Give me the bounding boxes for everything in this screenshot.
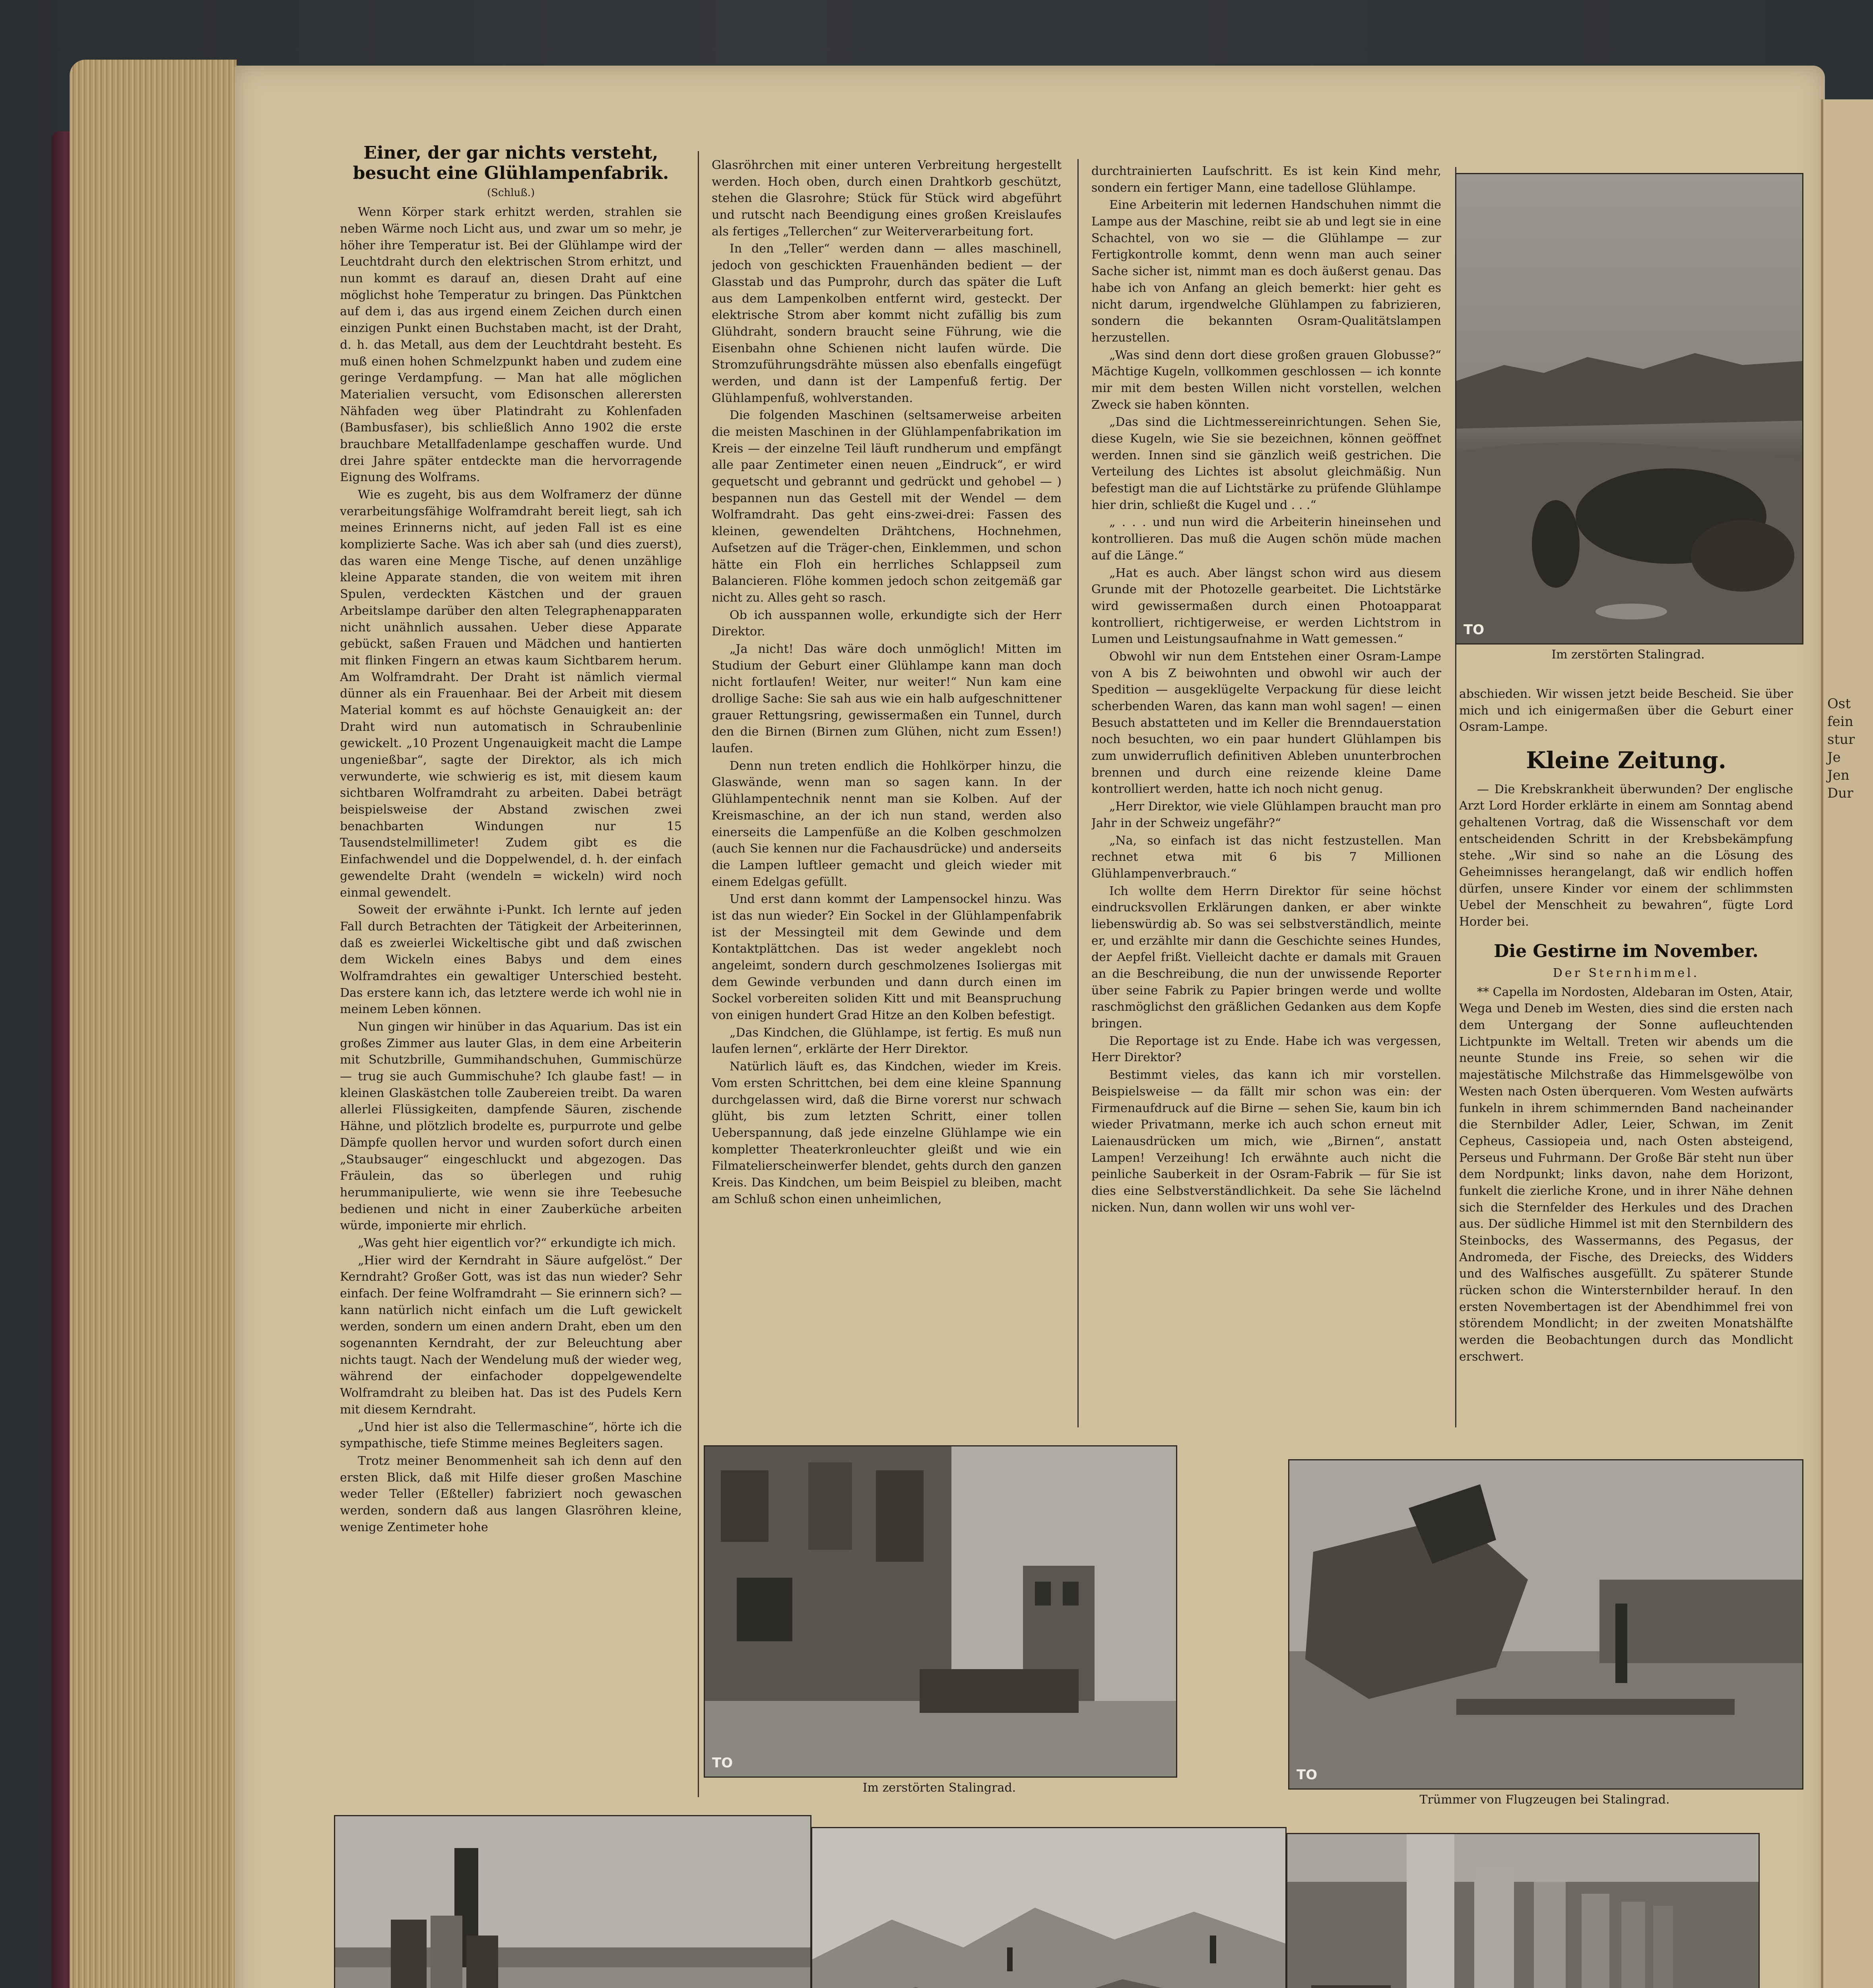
column-rule (1077, 159, 1079, 1427)
paragraph: „Und hier ist also die Tellermaschine“, hörte ich die sympathische, tiefe Stimme meines Begleiters sagen. (340, 1420, 682, 1451)
paragraph: Bestimmt vieles, das kann ich mir vorstellen. Beispielsweise — da fällt mir schon was ein: der Firmenaufdruck auf die Birne — sehen Sie, kaum bin ich wieder Privatmann, merke ich auch schon erneut mit Laienausdrücken um mich, wie „Birnen“, anstatt Lampen! Verzeihung! Ich erwähnte auch nicht die peinliche Sauberkeit in der Osram-Fabrik — für Sie ist dies eine Selbstverständlichkeit. Da sehe Sie lächelnd nicken. Nun, dann wollen wir uns wohl ver- (1091, 1068, 1441, 1215)
paragraph: „Was geht hier eigentlich vor?“ erkundigte ich mich. (358, 1236, 676, 1250)
paragraph: Obwohl wir nun dem Entstehen einer Osram-Lampe von A bis Z beiwohnten und obwohl wir auch der Spedition — ausgeklügelte Verpackung für diese leicht scherbenden Waren, das kann man wohl sagen! — einen Besuch abstatteten und im Keller die Brenndauerstation noch besuchten, wo ein paar hundert Glühlampen bis zum unwiderruflich definitiven Ableben ununterbrochen brennen und durch eine reizende kleine Dame kontrolliert werden, hatte ich noch nicht genug. (1091, 649, 1441, 796)
next-page-fragment: Je (1827, 749, 1841, 765)
next-page-fragment: Dur (1827, 785, 1854, 801)
paragraph: Wie es zugeht, bis aus dem Wolframerz der dünne verarbeitungsfähige Wolframdraht bereit liegt, sah ich meines Erinnerns nicht, auf jeden Fall ist es eine komplizierte Sache. Was ich aber sah (und dies zuerst), das waren eine Menge Tische, auf denen unzählige kleine Apparate standen, die von weitem mit ihren Spulen, verdeckten Kästchen und der grauen Arbeitslampe darüber den alten Telegraphenapparaten nicht unähnlich aussahen. Ueber diese Apparate gebückt, saßen Frauen und Mädchen und hantierten mit flinken Fingern an etwas kaum Sichtbarem herum. Am Wolframdraht. Der Draht ist nämlich viermal dünner als ein Frauenhaar. Bei der Arbeit mit diesem Material kommt es auf höchste Genauigkeit an: der Draht wird nun automatisch in Schraubenlinie gewickelt. „10 Prozent Ungenauigkeit macht die Lampe ungenießbar“, sagte der Direktor, als ich mich verwunderte, wie schwierig es ist, mit diesem kaum sichtbaren Wolframdraht zu arbeiten. Dabei beträgt beispielsweise der Abstand zwischen zwei benachbarten Windungen nur 15 Tausendstelmillimeter! Zudem gibt es die Einfachwendel und die Doppelwendel, d. h. der einfach gewendelte Draht (wendeln = wickeln) wird noch einmal gewendelt. (340, 488, 682, 900)
photo-caption: Im zerstörten Stalingrad. (862, 1781, 1016, 1795)
next-page-fragment: fein (1827, 714, 1854, 730)
photo-stalingrad-ruins-1 (1455, 173, 1803, 645)
photo-aircraft-wreckage (1288, 1459, 1803, 1790)
article-column-3 (1091, 163, 1441, 1427)
paragraph: „Was sind denn dort diese großen grauen Globusse?“ Mächtige Kugeln, vollkommen geschlossen — ich konnte mir mit dem besten Willen nicht vorstellen, welchen Zweck sie haben könnten. (1091, 348, 1441, 412)
paragraph: Die folgenden Maschinen (seltsamerweise arbeiten die meisten Maschinen in der Glühlampenfabrikation im Kreis — der einzelne Teil läuft rundherum und empfängt alle paar Zentimeter einen neuen „Eindruck“, er wird gequetscht und gebrannt und gedrückt und gehobel — ) bespannen nun das Gestell mit der Wendel — dem Wolframdraht. Das geht eins-zwei-drei: Fassen des kleinen, gewendelten Drähtchens, Hochnehmen, Aufsetzen auf die Träger-chen, Einklemmen, und schon hätte ein Floh ein herrliches Schlappseil zum Balancieren. Flöhe kommen jedoch schon zeitgemäß gar nicht zu. Alles geht so rasch. (712, 408, 1062, 605)
photo-stalingrad-ruins-2 (704, 1445, 1177, 1778)
section-title-gestirne: Die Gestirne im November. (1494, 941, 1758, 961)
paragraph: „Das Kindchen, die Glühlampe, ist fertig. Es muß nun laufen lernen“, erklärte der Herr Direktor. (712, 1025, 1062, 1056)
next-page-edge (1821, 99, 1873, 1988)
agency-mark: TO (1463, 622, 1485, 638)
paragraph: In den „Teller“ werden dann — alles maschinell, jedoch von geschickten Frauenhänden bedient — der Glasstab und das Pumprohr, durch das später die Luft aus dem Lampenkolben entfernt wird, gesteckt. Der elektrische Strom aber kommt nicht zufällig bis zum Glühdraht, sondern braucht seine Führung, wie die Eisenbahn ohne Schienen nicht laufen würde. Die Stromzuführungsdrähte müssen also ebenfalls eingefügt werden, und dann ist der Lampenfuß fertig. Der Glühlampenfuß, wohlverstanden. (712, 242, 1062, 405)
agency-mark: TO (712, 1755, 733, 1771)
paragraph: ** Capella im Nordosten, Aldebaran im Osten, Atair, Wega und Deneb im Westen, dies sind die ersten nach dem Untergang der Sonne aufleuchtenden Lichtpunkte im Weltall. Treten wir abends um die neunte Stunde ins Freie, so sehen wir die majestätische Milchstraße das Himmelsgewölbe von Westen nach Osten überqueren. Vom Westen aufwärts funkeln in ihrem schimmernden Band nacheinander die Sternbilder Adler, Leier, Schwan, im Zenit Cepheus, Cassiopeia und, nach Osten absteigend, Perseus und Fuhrmann. Der Große Bär steht nun über dem Nordpunkt; links davon, nahe dem Horizont, funkelt die zierliche Krone, und in ihrer Nähe dehnen sich die Sternfelder des Herkules und des Drachen aus. Der südliche Himmel ist mit den Sternbildern des Steinbocks, des Wassermanns, des Pegasus, der Andromeda, der Fische, des Dreiecks, des Widders und des Walfisches ausgefüllt. Zu späterer Stunde rücken schon die Wintersternbilder herauf. In den ersten Novembertagen ist der Abendhimmel frei von störendem Mondlicht; in der zweiten Monatshälfte werden die Beobachtungen durch das Mondlicht erschwert. (1459, 985, 1793, 1364)
paragraph: „Hat es auch. Aber längst schon wird aus diesem Grunde mit der Photozelle gearbeitet. Die Lichtstärke wird gewissermaßen durch einen Photoapparat kontrolliert, richtigerweise, er werden Lichtstrom in Lumen und Leistungsaufnahme in Watt gemessen.“ (1091, 566, 1441, 646)
paragraph: Ob ich ausspannen wolle, erkundigte sich der Herr Direktor. (712, 608, 1062, 639)
photo-elbrus-mule-column (811, 1827, 1287, 1988)
photo-azov-harbor (334, 1815, 811, 1988)
paragraph: abschieden. Wir wissen jetzt beide Bescheid. Sie über mich und ich einigermaßen über die Geburt einer Osram-Lampe. (1459, 687, 1793, 734)
paragraph: Trotz meiner Benommenheit sah ich denn auf den ersten Blick, daß mit Hilfe dieser großen Maschine weder Teller (Eßteller) fabriziert noch gewaschen werden, sondern daß aus langen Glasröhren kleine, wenige Zentimeter hohe (340, 1454, 682, 1534)
article-column-1 (340, 143, 682, 1799)
paragraph: Nun gingen wir hinüber in das Aquarium. Das ist ein großes Zimmer aus lauter Glas, in dem eine Arbeiterin mit Schutzbrille, Gummihandschuhen, Gummischürze — trug sie auch Gummischuhe? Ich glaube fast! — in kleinen Glaskästchen tolle Zaubereien treibt. Da waren allerlei Flüssigkeiten, dampfende Säuren, zischende Hähne, und plötzlich brodelte es, purpurrote und gelbe Dämpfe quollen hervor und wurden sofort durch einen „Staubsauger“ eingeschluckt und abgezogen. Das Fräulein, das so überlegen und ruhig herummanipulierte, wie wenn sie ihre Teebesuche bedienen und nicht in einer Zauberküche arbeiten würde, imponierte mir ehrlich. (340, 1020, 682, 1233)
book-page-edges (70, 60, 237, 1988)
section-title-kleine-zeitung: Kleine Zeitung. (1526, 747, 1726, 774)
paragraph: „Das sind die Lichtmessereinrichtungen. Sehen Sie, diese Kugeln, wie Sie sie bezeichnen, können geöffnet werden. Innen sind sie gänzlich weiß gestrichen. Die Verteilung des Lichtes ist absolut gleichmäßig. Nun befestigt man die auf Lichtstärke zu prüfende Glühlampe hier drin, schließt die Kugel und . . .“ (1091, 415, 1441, 512)
paragraph: Natürlich läuft es, das Kindchen, wieder im Kreis. Vom ersten Schrittchen, bei dem eine kleine Spannung durchgelassen wird, daß die Birne vorerst nur schwach glüht, bis zum letzten Schritt, einer tollen Ueberspannung, daß jede einzelne Glühlampe wie ein kompletter Theaterkronleuchter gleißt und wie ein Filmatelierscheinwerfer blendet, gehts durch den ganzen Kreis. Das Kindchen, um beim Beispiel zu bleiben, macht am Schluß schon einen unheimlichen, (712, 1060, 1062, 1206)
paragraph: Glasröhrchen mit einer unteren Verbreitung hergestellt werden. Hoch oben, durch einen Drahtkorb geschützt, stehen die Glasrohre; Stück für Stück wird abgeführt und rutscht nach Beendigung eines großen Kreislaufes als fertiges „Tellerchen“ zur Weiterverarbeitung fort. (712, 158, 1062, 239)
paragraph: — Die Krebskrankheit überwunden? Der englische Arzt Lord Horder erklärte in einem am Sonntag abend gehaltenen Vortrag, daß die Wissenschaft vor dem entscheidenden Schritt in der Krebsbekämpfung stehe. „Wir sind so nahe an die Lösung des Geheimnisses herangelangt, daß wir endlich hoffen dürfen, unsere Kinder vor einem der schlimmsten Uebel der Menschheit zu bewahren“, fügte Lord Horder bei. (1459, 782, 1793, 929)
paragraph: „Ja nicht! Das wäre doch unmöglich! Mitten im Studium der Geburt einer Glühlampe kann man doch nicht fortlaufen! Weiter, nur weiter!“ Nun kam eine drollige Sache: Sie sah aus wie ein halb aufgeschnittener grauer Rettungsring, gewissermaßen ein Tunnel, durch den die Birnen (Birnen zum Glühen, nicht zum Essen!) laufen. (712, 642, 1062, 756)
article-subtitle: (Schluß.) (487, 187, 535, 199)
section-subtitle: Der Sternhimmel. (1553, 966, 1700, 980)
agency-mark: TO (1297, 1767, 1318, 1783)
paragraph: Wenn Körper stark erhitzt werden, strahlen sie neben Wärme noch Licht aus, und zwar um so mehr, je höher ihre Temperatur ist. Bei der Glühlampe wird der Leuchtdraht durch den elektrischen Strom erhitzt, und nun kommt es darauf an, diesen Draht auf eine möglichst hohe Temperatur zu bringen. Das Pünktchen auf dem i, das aus irgend einem Zeichen durch einen einzigen Punkt einen Buchstaben macht, ist der Draht, d. h. das Metall, aus dem der Leuchtdraht besteht. Es muß einen hohen Schmelzpunkt haben und zudem eine geringe Verdampfung. — Man hat alle möglichen Materialien versucht, vom Edisonschen allerersten Nähfaden weg über Platindraht zu Kohlenfaden (Bambusfaser), bis schließlich Anno 1902 die erste brauchbare Metallfadenlampe geschaffen wurde. Und drei Jahre später entdeckte man die hervorragende Eignung des Wolframs. (340, 205, 682, 485)
paragraph: Eine Arbeiterin mit ledernen Handschuhen nimmt die Lampe aus der Maschine, reibt sie ab und legt sie in eine Schachtel, von wo sie — die Glühlampe — zur Fertigkontrolle kommt, denn wenn man auch seiner Sache sicher ist, nimmt man es doch äußerst genau. Das habe ich von Anfang an gleich bemerkt: hier geht es nicht darum, irgendwelche Glühlampen zu fabrizieren, sondern die bekannten Osram-Qualitätslampen herzustellen. (1091, 198, 1441, 345)
next-page-fragment: Ost (1827, 696, 1851, 712)
paragraph: Und erst dann kommt der Lampensockel hinzu. Was ist das nun wieder? Ein Sockel in der Glühlampenfabrik ist der Messingteil mit dem Gewinde und dem Kontaktplättchen. Das ist weder angeklebt noch angeleimt, sondern durch geschmolzenes Isoliergas mit dem Gewinde verbunden und dann durch einen im Sockel vorbereiten soliden Kitt und mit Beanspruchung von einigen hundert Grad Hitze an den Kolben befestigt. (712, 892, 1062, 1023)
paragraph: „ . . . und nun wird die Arbeiterin hineinsehen und kontrollieren. Das muß die Augen schön müde machen auf die Länge.“ (1091, 515, 1441, 563)
paragraph: Ich wollte dem Herrn Direktor für seine höchst eindrucksvollen Erklärungen danken, er aber winkte liebenswürdig ab. So was sei selbstverständlich, meinte er, und erzählte mir dann die Geschichte seines Hundes, der Aepfel frißt. Vielleicht dachte er damals mit Grauen an die Beschreibung, die nun der unwissende Reporter über seine Fabrik zu Papier bringen werde und wollte raschmöglichst den gräßlichen Gedanken aus dem Kopfe bringen. (1091, 884, 1441, 1031)
article-column-4 (1459, 686, 1793, 1441)
paragraph: „Na, so einfach ist das nicht festzustellen. Man rechnet etwa mit 6 bis 7 Millionen Glühlampenverbrauch.“ (1091, 833, 1441, 881)
photo-caption: Trümmer von Flugzeugen bei Stalingrad. (1419, 1793, 1670, 1807)
next-page-fragment: Jen (1827, 767, 1850, 783)
paragraph: „Herr Direktor, wie viele Glühlampen braucht man pro Jahr in der Schweiz ungefähr?“ (1091, 800, 1441, 830)
column-rule (698, 151, 699, 1797)
paragraph: Denn nun treten endlich die Hohlkörper hinzu, die Glaswände, wenn man so sagen kann. In der Glühlampentechnik nennt man sie Kolben. Auf der Kreismaschine, an der ich nun stand, werden also einerseits die Lampenfüße an die Kolben geschmolzen (auch Sie kennen nur die Fachausdrücke) und anderseits die Lampen luftleer gemacht und gleich wieder mit einem Edelgas gefüllt. (712, 759, 1062, 889)
paragraph: Soweit der erwähnte i-Punkt. Ich lernte auf jeden Fall durch Betrachten der Tätigkeit der Arbeiterinnen, daß es zweierlei Wickeltische gibt und daß zwischen dem Wickeln eines Babys und dem eines Wolframdrahtes ein gewaltiger Unterschied besteht. Das erstere kann ich, das letztere werde ich wohl nie in meinem Leben können. (340, 903, 682, 1017)
paragraph: durchtrainierten Laufschritt. Es ist kein Kind mehr, sondern ein fertiger Mann, eine tadellose Glühlampe. (1091, 164, 1441, 195)
paragraph: Die Reportage ist zu Ende. Habe ich was vergessen, Herr Direktor? (1091, 1034, 1441, 1065)
next-page-fragment: stur (1827, 732, 1855, 747)
paragraph: „Hier wird der Kerndraht in Säure aufgelöst.“ Der Kerndraht? Großer Gott, was ist das nun wieder? Sehr einfach. Der feine Wolframdraht — Sie erinnern sich? — kann natürlich nicht einfach um die Luft gewickelt werden, sondern um einen andern Draht, eben um den sogenannten Kerndraht, der zur Beleuchtung aber nichts taugt. Nach der Wendelung muß der wieder weg, während der einfachoder doppelgewendelte Wolframdraht zu bleiben hat. Das ist des Pudels Kern mit diesem Kerndraht. (340, 1253, 682, 1417)
photo-caption: Im zerstörten Stalingrad. (1551, 648, 1705, 662)
article-column-2 (712, 157, 1062, 1425)
article-title: Einer, der gar nichts versteht, besucht eine Glühlampenfabrik. (353, 143, 669, 183)
photo-synthesis-ovens (1286, 1833, 1760, 1988)
